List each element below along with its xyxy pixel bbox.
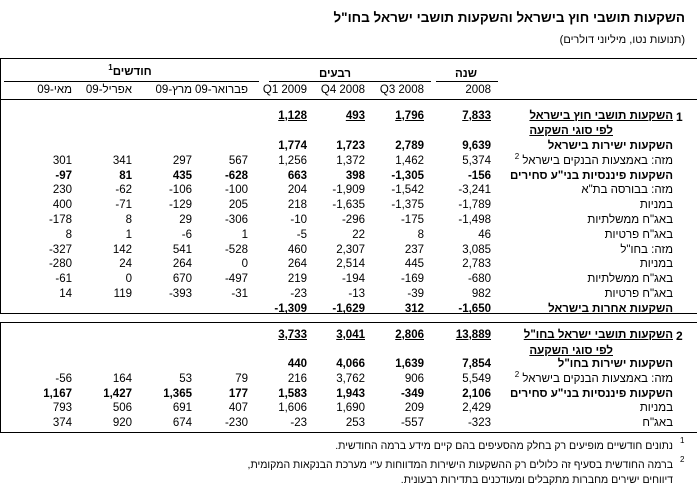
table-cell: -1,635 (332, 199, 365, 212)
table-cell: -230 (224, 417, 248, 430)
table-cell: 297 (172, 154, 192, 167)
table-cell: 1,583 (278, 387, 307, 400)
section2-subheading: לפי סוגי השקעה (529, 345, 613, 357)
section2-heading-value: 13,889 (455, 329, 491, 341)
section1-heading-value: 7,833 (462, 110, 491, 122)
section1-heading-value: 1,796 (395, 110, 424, 122)
table-cell: 445 (404, 258, 424, 271)
table-cell: 663 (287, 169, 307, 182)
table-left-border (0, 58, 1, 313)
table-cell: 1,462 (395, 154, 424, 167)
table-cell: 4,066 (336, 358, 365, 370)
row-label (558, 358, 673, 370)
table-cell: 460 (287, 243, 307, 256)
table-cell: 407 (228, 402, 248, 415)
table-cell: -13 (348, 288, 365, 300)
footnote-text: ברמה החודשית בסעיף זה כלולים רק ההשקעות הישירות המדווחות ע"י מערכת הבנקאות המקומית, (247, 459, 673, 471)
table-cell: 691 (172, 402, 192, 415)
row-label-text: באג"ח פרטיות (604, 288, 673, 300)
header-year-group: שנה (455, 68, 477, 80)
row-label-text: באג"ח ממשלתיות (587, 214, 673, 226)
table-left-border-2 (0, 322, 1, 432)
table-cell: 2,789 (395, 140, 424, 152)
table-cell: 2,106 (462, 387, 491, 400)
table-cell: 253 (345, 417, 365, 430)
table-cell: 22 (352, 228, 365, 241)
table-cell: 1,774 (278, 140, 307, 152)
table-cell: 8 (65, 228, 72, 241)
table-cell: -1,305 (391, 169, 424, 182)
months-group-rule (4, 81, 259, 82)
row-label-text: השקעות פיננסיות בני"ע סחירים (509, 387, 673, 400)
table-cell: 1,639 (395, 358, 424, 370)
table-cell: 1,943 (336, 387, 365, 400)
table-cell: 920 (112, 417, 132, 430)
table-cell: 1,723 (336, 140, 365, 152)
table-cell: -129 (168, 199, 192, 212)
section1-subheading: לפי סוגי השקעה (529, 125, 613, 137)
months-sup: 1 (108, 63, 113, 72)
row-label-text: באג"ח (642, 417, 673, 430)
table-cell: 1,365 (163, 387, 192, 400)
footnote-mark: 2 (680, 455, 685, 464)
row-label (587, 214, 673, 226)
column-header: מרץ-09 (155, 84, 192, 96)
section2-heading: השקעות תושבי ישראל בחו"ל (523, 329, 673, 341)
table-cell: 1,606 (278, 402, 307, 415)
table-cell: 46 (478, 228, 491, 241)
row-label (581, 184, 673, 196)
table-cell: 1 (241, 228, 248, 241)
table-cell: -97 (55, 169, 72, 182)
row-label-text: במניות (639, 258, 673, 271)
section1-heading-value: 1,128 (278, 110, 307, 122)
table-cell: 2,307 (336, 243, 365, 256)
header-bottom-rule (0, 99, 697, 100)
table-cell: 312 (404, 302, 424, 315)
table-cell: 1 (125, 228, 132, 241)
table-cell: -169 (400, 273, 424, 286)
table-cell: -1,789 (458, 199, 491, 212)
footnote-mark: 1 (680, 436, 685, 445)
table-cell: -106 (168, 184, 192, 197)
table-cell: -557 (400, 417, 424, 430)
section2-heading-value: 3,733 (278, 329, 307, 341)
column-header: Q4 2008 (320, 84, 365, 96)
row-label (640, 199, 673, 211)
table-cell: 8 (417, 228, 424, 241)
page-title: השקעות תושבי חוץ בישראל והשקעות תושבי ישראל בחו"ל (333, 10, 685, 25)
table-cell: 906 (404, 372, 424, 385)
table-cell: -528 (224, 243, 248, 256)
table-cell: -61 (55, 273, 72, 286)
row-label-text: במניות (639, 199, 673, 212)
table-cell: 205 (228, 199, 248, 212)
table-cell: 1,427 (103, 387, 132, 400)
table-cell: 164 (112, 372, 132, 385)
table-cell: 14 (59, 288, 72, 300)
table-cell: 541 (172, 243, 192, 256)
table-cell: 177 (228, 387, 248, 400)
table-cell: -23 (290, 417, 307, 430)
table-cell: -327 (48, 243, 72, 256)
row-label-text: מזה: בבורסה בת"א (581, 184, 673, 197)
table-cell: -1,629 (332, 302, 365, 315)
table-cell: -10 (290, 214, 307, 226)
table-cell: -306 (224, 214, 248, 226)
table-cell: -71 (115, 199, 132, 212)
table-cell: -175 (400, 214, 424, 226)
table-cell: 218 (287, 199, 307, 212)
column-header: Q3 2008 (379, 84, 424, 96)
table-cell: -1,909 (332, 184, 365, 197)
table-cell: 81 (119, 169, 132, 182)
section1-heading-value: 493 (345, 110, 365, 122)
table-cell: 1,256 (278, 154, 307, 167)
row-label (548, 140, 673, 152)
section2-heading-value: 2,806 (395, 329, 424, 341)
table-cell: -323 (467, 417, 491, 430)
column-header: פברואר-09 (194, 84, 248, 96)
table-cell: 204 (287, 184, 307, 197)
table-cell: 29 (179, 214, 192, 226)
table-cell: -280 (48, 258, 72, 271)
table-cell: 79 (235, 372, 248, 385)
table-cell: 2,783 (462, 258, 491, 271)
row-label (514, 151, 673, 167)
table-cell: 230 (52, 184, 72, 197)
table-cell: 1,372 (336, 154, 365, 167)
table-cell: -1,375 (391, 199, 424, 212)
row-label-text: השקעות פיננסיות בני"ע סחירים (509, 169, 673, 182)
header-quarters-group: רבעים (318, 68, 352, 80)
table-cell: 7,854 (462, 358, 491, 370)
table-cell: -1,309 (274, 302, 307, 315)
row-label-text: במניות (639, 402, 673, 415)
footnote-ref: 2 (514, 151, 520, 161)
table-cell: 0 (241, 258, 248, 271)
row-label (620, 244, 673, 256)
column-header: Q1 2009 (262, 84, 307, 96)
row-label (640, 402, 673, 414)
table-cell: 982 (471, 288, 491, 300)
table-cell: 2,514 (336, 258, 365, 271)
table-cell: -1,498 (458, 214, 491, 226)
table-cell: -628 (224, 169, 248, 182)
row-label-text: השקעות אחרות בישראל (548, 302, 673, 315)
table-cell: 3,085 (462, 243, 491, 256)
table-cell: -23 (290, 288, 307, 300)
table-cell: -178 (48, 214, 72, 226)
months-label: חודשים (112, 66, 152, 78)
table-cell: 374 (52, 417, 72, 430)
header-months-group (90, 63, 170, 78)
table-cell: -393 (168, 288, 192, 300)
table-cell: -3,241 (458, 184, 491, 197)
row-label-text: מזה: באמצעות הבנקים בישראל (522, 372, 673, 385)
table-cell: 1,690 (336, 402, 365, 415)
table-cell: 8 (125, 214, 132, 226)
table-cell: 793 (52, 402, 72, 415)
table-cell: -56 (55, 372, 72, 385)
table-cell: 142 (112, 243, 132, 256)
table-cell: -296 (341, 214, 365, 226)
table-cell: 435 (172, 169, 192, 182)
section1-number: 1 (676, 110, 683, 124)
table-cell: 264 (287, 258, 307, 271)
table-cell: 119 (113, 288, 132, 300)
table-cell: 264 (172, 258, 192, 271)
section-divider-2 (0, 322, 697, 323)
row-label (605, 229, 673, 241)
table-cell: -194 (341, 273, 365, 286)
table-cell: -5 (296, 228, 307, 241)
table-bottom-rule (0, 432, 697, 433)
row-label-text: באג"ח פרטיות (604, 228, 673, 241)
section2-number: 2 (676, 329, 683, 343)
row-label (642, 417, 673, 429)
row-label-text: השקעות ישירות בחו"ל (557, 358, 673, 370)
table-cell: 5,549 (462, 372, 491, 385)
table-cell: 400 (52, 199, 72, 212)
table-cell: -497 (224, 273, 248, 286)
row-label-text: השקעות ישירות בישראל (547, 140, 673, 152)
table-cell: -100 (224, 184, 248, 197)
quarters-group-rule (269, 81, 431, 82)
table-cell: -1,542 (391, 184, 424, 197)
table-cell: -6 (181, 228, 192, 241)
table-cell: 216 (287, 372, 307, 385)
table-cell: 3,762 (336, 372, 365, 385)
section2-heading-value: 3,041 (336, 329, 365, 341)
page-subtitle: (תנועות נטו, מיליוני דולרים) (559, 34, 685, 46)
table-cell: 0 (125, 273, 132, 286)
table-cell: 237 (404, 243, 424, 256)
table-cell: 341 (112, 154, 132, 167)
row-label (514, 369, 673, 385)
table-cell: 2,429 (462, 402, 491, 415)
table-cell: 1,167 (43, 387, 72, 400)
table-cell: 5,374 (462, 154, 491, 167)
footnote-text: דיווחים ישירים מחברות מתקבלים ומעודכנים בתדירות רבעונית. (400, 474, 673, 486)
table-cell: 9,639 (462, 140, 491, 152)
table-cell: -31 (231, 288, 248, 300)
row-label (510, 170, 673, 182)
row-label-text: מזה: בחו"ל (620, 243, 673, 256)
column-header: 2008 (465, 84, 491, 96)
row-label (510, 388, 673, 400)
row-label-text: באג"ח ממשלתיות (587, 273, 673, 286)
row-label-text: מזה: באמצעות הבנקים בישראל (522, 154, 673, 167)
column-header: מאי-09 (37, 84, 72, 96)
table-cell: -680 (467, 273, 491, 286)
year-group-rule (436, 81, 498, 82)
row-label (587, 273, 673, 285)
footnote-text: נתונים חודשיים מופיעים רק בחלק מהסעיפים בהם קיים מידע ברמה החודשית. (335, 440, 673, 452)
section-divider-1 (0, 313, 697, 314)
table-cell: 506 (112, 402, 132, 415)
table-cell: -1,650 (458, 302, 491, 315)
table-cell: 670 (172, 273, 192, 286)
table-cell: 440 (287, 358, 307, 370)
table-cell: 24 (119, 258, 132, 271)
table-cell: -156 (467, 169, 491, 182)
table-cell: 301 (52, 154, 72, 167)
header-top-rule (0, 58, 697, 59)
table-cell: 567 (228, 154, 248, 167)
table-cell: 53 (179, 372, 192, 385)
table-cell: -62 (115, 184, 132, 197)
table-cell: -39 (407, 288, 424, 300)
row-label (640, 258, 673, 270)
table-cell: 209 (404, 402, 424, 415)
footnote-ref: 2 (514, 369, 520, 379)
table-cell: 674 (172, 417, 192, 430)
table-cell: 219 (287, 273, 307, 286)
row-label (605, 288, 673, 300)
table-cell: 398 (345, 169, 365, 182)
table-cell: -349 (400, 387, 424, 400)
section1-heading: השקעות תושבי חוץ בישראל (529, 110, 673, 122)
column-header: אפריל-09 (85, 84, 132, 96)
